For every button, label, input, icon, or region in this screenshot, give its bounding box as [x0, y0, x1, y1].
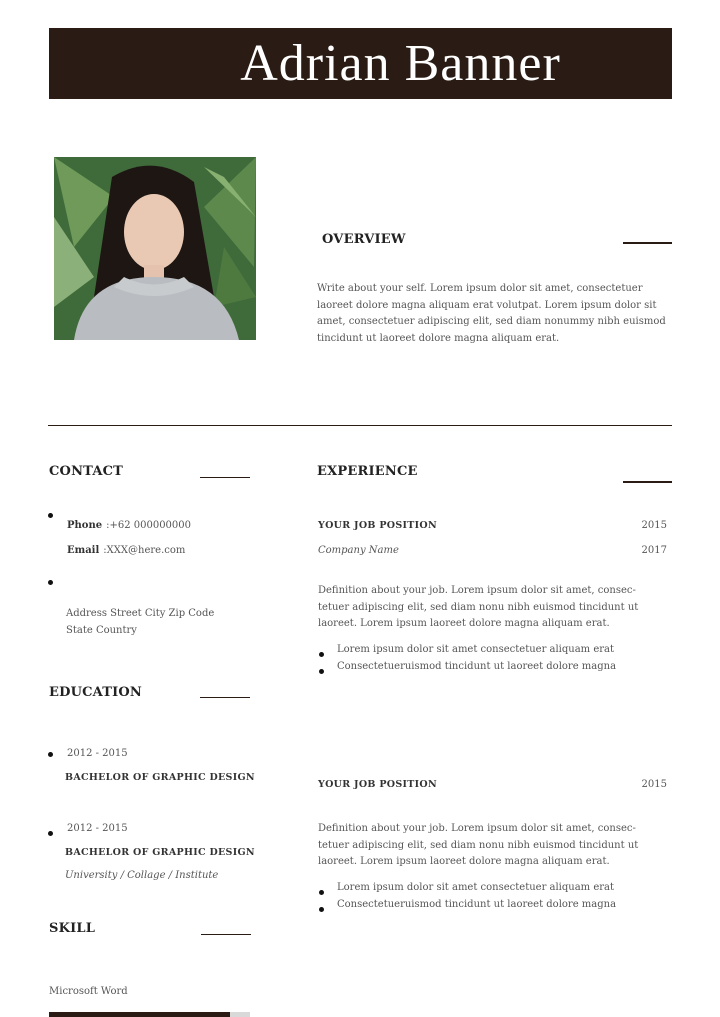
- skill-bar-fill: [49, 1012, 230, 1017]
- contact-rule: [200, 477, 250, 478]
- address-line-1: Address Street City Zip Code: [66, 608, 215, 619]
- address-bullet: [48, 580, 53, 585]
- job-company: Company Name: [318, 545, 399, 556]
- email-label: Email: [67, 545, 100, 556]
- job-description: Definition about your job. Lorem ipsum dolor sit amet, consec- tetuer adipiscing elit, sed diam nonu nibh euismod tincidunt ut laoreet. Lorem ipsum laoreet dolore magna aliquam erat.: [318, 585, 639, 629]
- skill-name: Microsoft Word: [49, 986, 128, 997]
- phone-row: [67, 520, 191, 531]
- experience-title: EXPERIENCE: [317, 464, 418, 479]
- phone-label: Phone: [67, 520, 103, 531]
- education-years: 2012 - 2015: [67, 823, 128, 834]
- list-item: Consectetueruismod tincidunt ut laoreet dolore magna: [317, 658, 672, 675]
- skill-rule: [201, 934, 251, 935]
- section-divider: [48, 425, 672, 426]
- job-year-end: 2017: [641, 545, 667, 556]
- skill-bar-track: [49, 1012, 250, 1017]
- overview-rule: [623, 242, 672, 244]
- list-item: Lorem ipsum dolor sit amet consectetuer aliquam erat: [317, 879, 672, 896]
- address-line-2: State Country: [66, 625, 137, 636]
- job-position: YOUR JOB POSITION: [318, 779, 437, 790]
- job-description: Definition about your job. Lorem ipsum dolor sit amet, consec- tetuer adipiscing elit, sed diam nonu nibh euismod tincidunt ut laoreet. Lorem ipsum laoreet dolore magna aliquam erat.: [318, 823, 639, 867]
- contact-title: CONTACT: [49, 464, 124, 479]
- contact-bullet: [48, 513, 53, 518]
- name-banner: [49, 28, 672, 99]
- education-years: 2012 - 2015: [67, 748, 128, 759]
- email-value: :XXX@here.com: [103, 545, 186, 556]
- list-item: Consectetueruismod tincidunt ut laoreet dolore magna: [317, 896, 672, 913]
- email-row: [67, 545, 185, 556]
- profile-photo: [54, 157, 256, 340]
- education-degree: BACHELOR OF GRAPHIC DESIGN: [65, 772, 255, 783]
- job-bullets: [317, 641, 672, 675]
- education-degree: BACHELOR OF GRAPHIC DESIGN: [65, 847, 255, 858]
- overview-title: OVERVIEW: [322, 232, 406, 247]
- phone-value: :+62 000000000: [106, 520, 192, 531]
- list-item: Lorem ipsum dolor sit amet consectetuer aliquam erat: [317, 641, 672, 658]
- job-bullets: [317, 879, 672, 913]
- education-title: EDUCATION: [49, 685, 143, 700]
- skill-title: SKILL: [49, 921, 96, 936]
- overview-text: Write about your self. Lorem ipsum dolor sit amet, consectetuer laoreet dolore magna aliquam erat volutpat. Lorem ipsum dolor sit amet, consectetuer adipiscing elit, sed diam nonummy nibh euismod tincidunt ut laoreet dolore magna aliquam erat.: [317, 283, 666, 344]
- education-bullet: [48, 752, 53, 757]
- education-rule: [200, 697, 250, 698]
- job-position: YOUR JOB POSITION: [318, 520, 437, 531]
- education-bullet: [48, 831, 53, 836]
- education-school: University / Collage / Institute: [65, 870, 219, 881]
- job-year-start: 2015: [641, 520, 667, 531]
- experience-rule: [623, 481, 672, 483]
- job-year-start: 2015: [641, 779, 667, 790]
- person-name: Adrian Banner: [240, 35, 561, 92]
